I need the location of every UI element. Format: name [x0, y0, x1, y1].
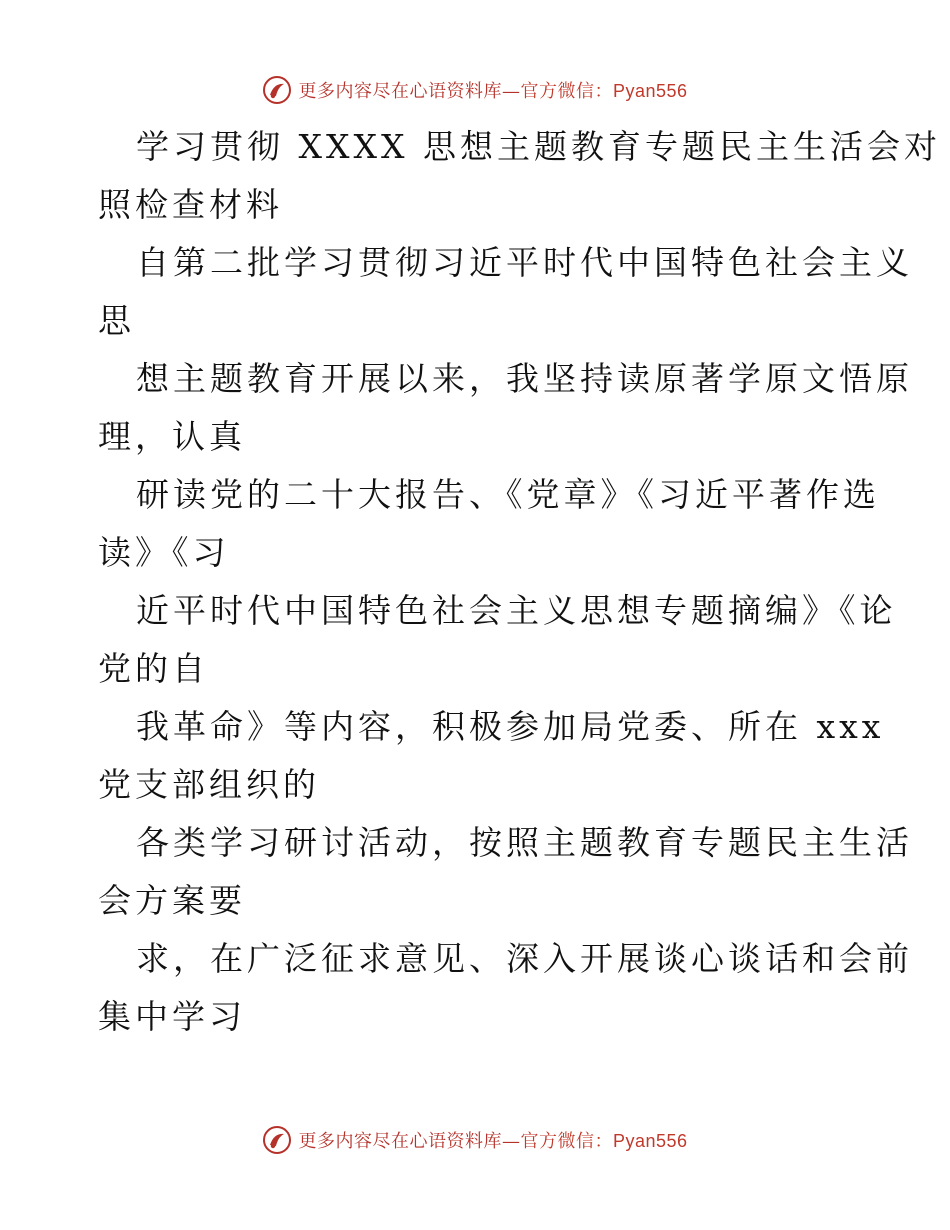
- doc-line: 集中学习: [98, 997, 246, 1036]
- watermark-main-text: 更多内容尽在心语资料库: [298, 1131, 502, 1152]
- doc-line: 想主题教育开展以来，我坚持读原著学原文悟原: [136, 359, 913, 398]
- watermark-logo-icon: [262, 75, 292, 105]
- doc-line: 思: [98, 301, 135, 340]
- doc-line-title-2: 照检查材料: [98, 185, 283, 224]
- doc-line: 理，认真: [98, 417, 246, 456]
- doc-line: 各类学习研讨活动，按照主题教育专题民主生活: [136, 823, 913, 862]
- watermark-wechat-id: Pyan556: [612, 81, 688, 101]
- watermark-logo-icon: [262, 1125, 292, 1155]
- doc-line: 读》《习: [98, 533, 230, 572]
- watermark-text: [298, 77, 687, 103]
- doc-line: 近平时代中国特色社会主义思想专题摘编》《论: [136, 591, 897, 630]
- doc-line: 自第二批学习贯彻习近平时代中国特色社会主义: [136, 243, 913, 282]
- doc-line: 党支部组织的: [98, 765, 320, 804]
- doc-line-title-1: 学习贯彻 XXXX 思想主题教育专题民主生活会对: [136, 127, 941, 166]
- watermark-wechat-label: 官方微信：: [520, 81, 613, 102]
- watermark-wechat-label: 官方微信：: [520, 1131, 613, 1152]
- watermark-main-text: 更多内容尽在心语资料库: [298, 81, 502, 102]
- watermark-text: [298, 1127, 687, 1153]
- header-watermark: [0, 72, 950, 108]
- footer-watermark: [0, 1122, 950, 1158]
- doc-line: 研读党的二十大报告、《党章》《习近平著作选: [136, 475, 880, 514]
- watermark-separator: —: [501, 1131, 521, 1152]
- doc-line: 会方案要: [98, 881, 246, 920]
- doc-line: 我革命》等内容，积极参加局党委、所在 xxx: [136, 707, 885, 746]
- watermark-wechat-id: Pyan556: [612, 1131, 688, 1151]
- doc-line: 求，在广泛征求意见、深入开展谈心谈话和会前: [136, 939, 913, 978]
- document-body: [98, 118, 941, 1046]
- doc-line: 党的自: [98, 649, 209, 688]
- watermark-separator: —: [501, 81, 521, 102]
